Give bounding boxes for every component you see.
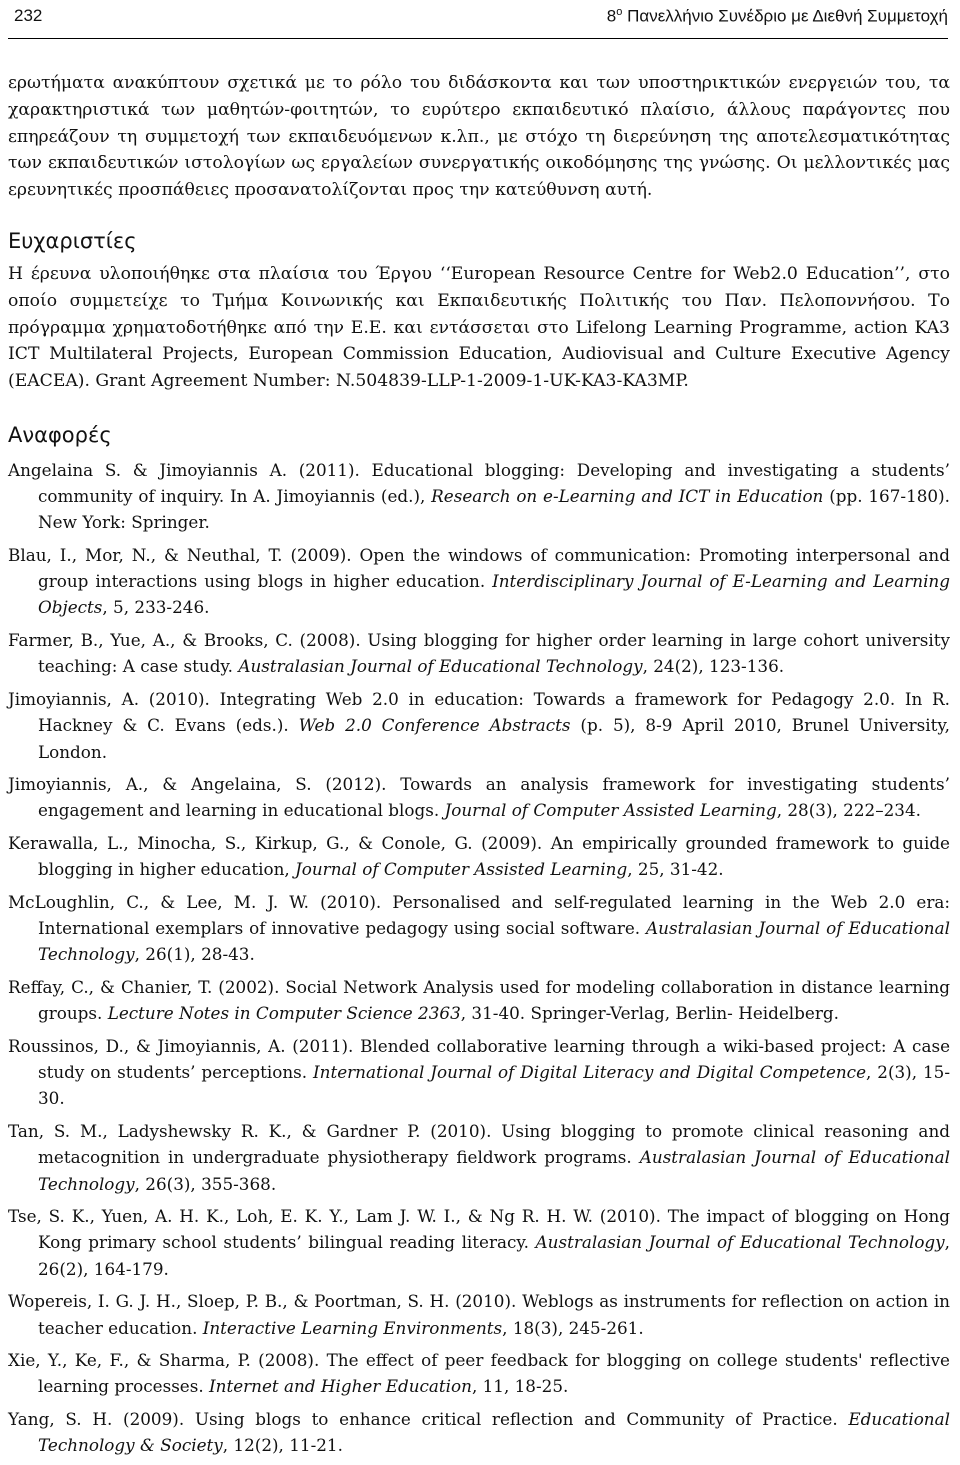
reference-item [8,830,950,882]
page-header [8,0,948,39]
reference-text: Tse, S. K., Yuen, A. H. K., Loh, E. K. Y., Lam J. W. I., & Ng R. H. W. (2010). The impact of blogging on Hong Kong primary school students’ bilingual reading literacy. [8,1206,950,1253]
reference-details: (p. 5), 8-9 April 2010, Brunel University, London. [38,715,950,762]
reference-details: (pp. 167-180). New York: Springer. [38,486,950,533]
reference-text: Jimoyiannis, A., & Angelaina, S. (2012). Towards an analysis framework for investigating students’ engagement and learning in educational blogs. [8,774,950,821]
reference-source: Australasian Journal of Educational Technology [535,1232,945,1253]
reference-source: Web 2.0 Conference Abstracts [298,715,571,736]
reference-text: McLoughlin, C., & Lee, M. J. W. (2010). Personalised and self-regulated learning in the Web 2.0 era: International exemplars of innovative pedagogy using social software. [8,892,950,939]
page-body [8,70,950,1465]
reference-details: , 12(2), 11-21. [222,1435,343,1456]
reference-item [8,686,950,765]
reference-source: Research on e-Learning and ICT in Education [431,486,824,507]
reference-text: Jimoyiannis, A. (2010). Integrating Web 2.0 in education: Towards a framework for Pedagogy 2.0. In R. Hackney & C. Evans (eds.). [8,689,950,736]
reference-source: Educational Technology & Society [38,1409,950,1456]
reference-source: Australasian Journal of Educational Technology [38,1147,950,1194]
running-title: $8^o$ Πανελλήνιο Συνέδριο με Διεθνή Συμμετοχή [606,6,948,26]
reference-text: Tan, S. M., Ladyshewsky R. K., & Gardner P. (2010). Using blogging to promote clinical reasoning and metacognition in undergraduate physiotherapy fieldwork programs. [8,1121,950,1168]
reference-item [8,627,950,679]
reference-source: Interactive Learning Environments [202,1317,503,1338]
reference-item [8,771,950,823]
reference-details: , 11, 18-25. [471,1376,569,1397]
reference-details: , 26(3), 355-368. [134,1173,277,1194]
reference-source: Lecture Notes in Computer Science 2363 [107,1003,461,1024]
reference-source: International Journal of Digital Literacy and Digital Competence [313,1062,867,1083]
reference-text: Roussinos, D., & Jimoyiannis, A. (2011). Blended collaborative learning through a wiki-based project: A case study on students’ perceptions. [8,1036,950,1083]
reference-source: Internet and Higher Education [209,1376,472,1397]
reference-item [8,889,950,968]
reference-details: , 18(3), 245-261. [502,1317,644,1338]
reference-item [8,542,950,621]
reference-text: Blau, I., Mor, N., & Neuthal, T. (2009). Open the windows of communication: Promoting interpersonal and group interactions using blogs in higher education. [8,545,950,592]
reference-text: Angelaina S. & Jimoyiannis A. (2011). Educational blogging: Developing and investigating a students’ community of inquiry. In A. Jimoyiannis (ed.), [8,459,950,507]
reference-details: , 26(1), 28-43. [134,944,255,965]
acknowledgements-text: Η έρευνα υλοποιήθηκε στα πλαίσια του Έργου ‘‘European Resource Centre for Web2.0 Education’’, στο οποίο συμμετείχε το Τμήμα Κοινωνικής και Εκπαιδευτικής Πολιτικής του Παν. Πελοποννήσου. Το πρόγραμμα χρηματοδοτήθηκε από την Ε.Ε. και εντάσσεται στο Lifelong Learning Programme, action KA3 ICT Multilateral Projects, European Commission Education, Audiovisual and Culture Executive Agency (EACEA). Grant Agreement Number: N.504839-LLP-1-2009-1-UK-KA3-KA3MP. [8,263,950,392]
reference-text: Wopereis, I. G. J. H., Sloep, P. B., & Poortman, S. H. (2010). Weblogs as instruments for reflection on action in teacher education. [8,1291,950,1338]
reference-details: , 2(3), 15-30. [38,1062,950,1109]
reference-text: Kerawalla, L., Minocha, S., Kirkup, G., & Conole, G. (2009). An empirically grounded framework to guide blogging in higher education, [8,833,950,880]
reference-source: Journal of Computer Assisted Learning [295,859,628,880]
references-heading: Αναφορές [8,422,112,447]
reference-text: Xie, Y., Ke, F., & Sharma, P. (2008). The effect of peer feedback for blogging on college students' reflective learning processes. [8,1350,950,1397]
reference-details: , 31-40. Springer-Verlag, Berlin- Heidelberg. [460,1003,839,1024]
reference-source: Journal of Computer Assisted Learning [444,800,777,821]
reference-details: , 5, 233-246. [102,597,210,618]
reference-item [8,1347,950,1399]
reference-details: , 28(3), 222–234. [776,800,921,821]
reference-item [8,1033,950,1112]
reference-item [8,1118,950,1197]
reference-item [8,1203,950,1282]
reference-source: Australasian Journal of Educational Technology [38,918,950,965]
reference-details: , 26(2), 164-179. [38,1232,950,1279]
reference-text: Reffay, C., & Chanier, T. (2002). Social Network Analysis used for modeling collaboration in distance learning groups. [8,977,950,1024]
page-number: 232 [14,6,43,25]
reference-source: Interdisciplinary Journal of E-Learning and Learning Objects [38,571,950,618]
reference-details: , 24(2), 123-136. [642,656,785,677]
reference-source: Australasian Journal of Educational Technology [238,656,643,677]
references-list [8,457,950,1459]
reference-item [8,974,950,1026]
reference-item [8,1406,950,1458]
reference-item [8,457,950,536]
reference-item [8,1288,950,1340]
intro-paragraph: ερωτήματα ανακύπτουν σχετικά με το ρόλο του διδάσκοντα και των υποστηρικτικών ενεργειών του, τα χαρακτηριστικά των μαθητών-φοιτητών, το ευρύτερο εκπαιδευτικό πλαίσιο, άλλους παράγοντες που επηρεάζουν τη συμμετοχή των εκπαιδευόμενων κ.λπ., με στόχο τη διερεύνηση της αποτελεσματικότητας των εκπαιδευτικών ιστολογίων ως εργαλείων συνεργατικής οικοδόμησης της γνώσης. Οι μελλοντικές μας ερευνητικές προσπάθειες προσανατολίζονται προς την κατεύθυνση αυτή. [8,73,950,201]
acknowledgements-heading: Ευχαριστίες [8,228,137,253]
reference-details: , 25, 31-42. [627,859,724,880]
reference-text: Yang, S. H. (2009). Using blogs to enhance critical reflection and Community of Practice. [8,1409,849,1430]
reference-text: Farmer, B., Yue, A., & Brooks, C. (2008). Using blogging for higher order learning in large cohort university teaching: A case study. [8,630,950,677]
